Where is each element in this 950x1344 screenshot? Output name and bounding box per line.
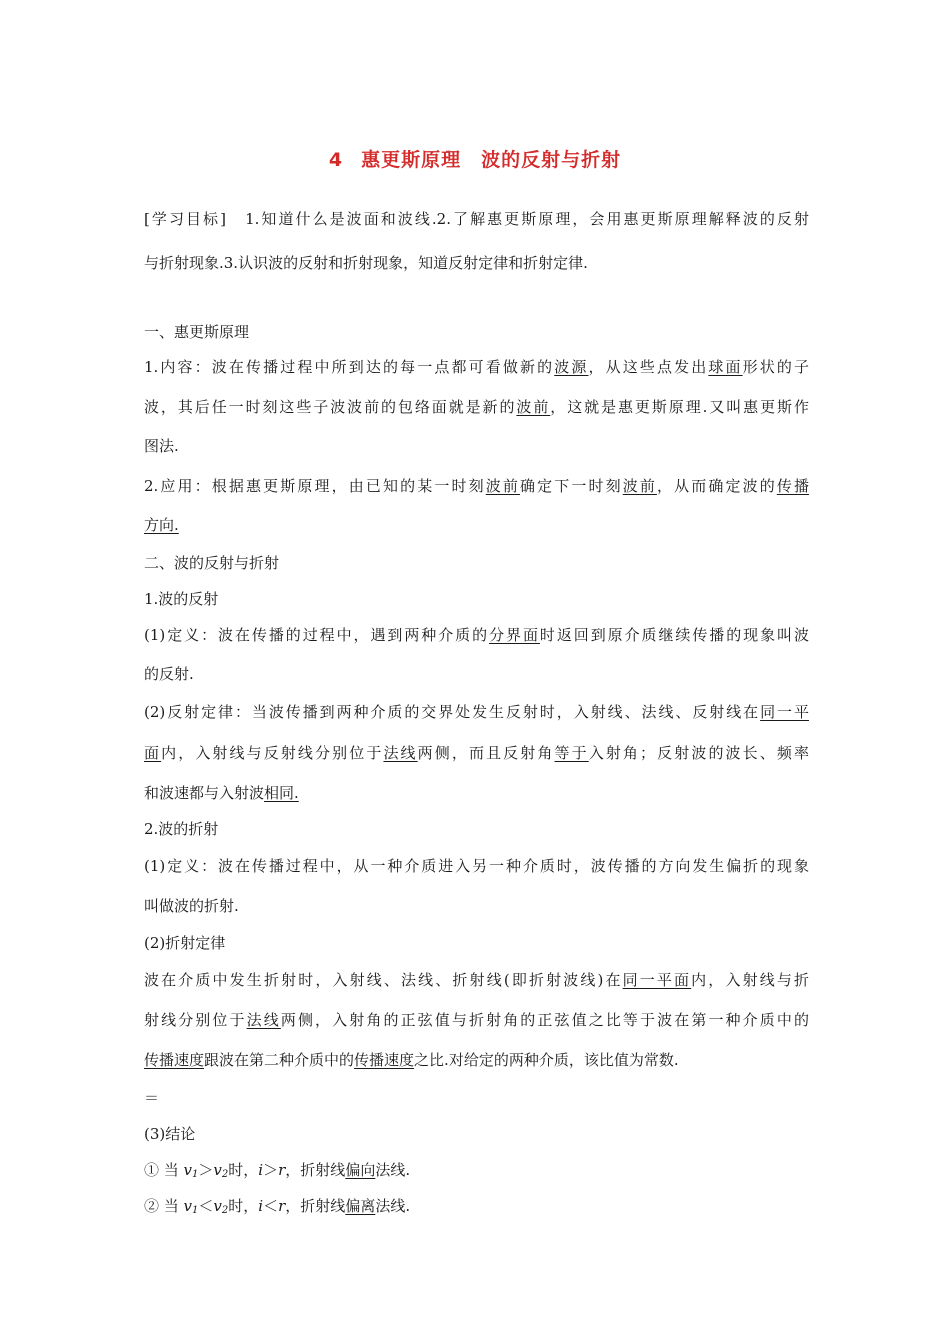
section1-heading: 一、惠更斯原理 <box>144 323 250 341</box>
content-line: 1.内容：波在传播过程中所到达的每一点都可看做新的波源，从这些点发出球面形状的子 <box>144 358 809 376</box>
content-line: 2.应用：根据惠更斯原理，由已知的某一时刻波前确定下一时刻波前，从而确定波的传播 <box>144 477 809 495</box>
blank-answer: 偏离 <box>345 1197 376 1215</box>
content-line: 叫做波的折射. <box>144 897 239 915</box>
blank-answer: 方向. <box>144 516 179 534</box>
content-line: (1)定义：波在传播的过程中，遇到两种介质的分界面时返回到原介质继续传播的现象叫波 <box>144 626 809 644</box>
blank-answer: 球面 <box>708 358 743 376</box>
blank-answer: 分界面 <box>489 626 540 644</box>
blank-answer: 法线 <box>383 744 418 762</box>
blank-answer: 同一平面 <box>622 971 692 989</box>
content-line: 图法. <box>144 437 179 455</box>
blank-answer: 法线 <box>246 1011 281 1029</box>
content-line: 传播速度跟波在第二种介质中的传播速度之比.对给定的两种介质，该比值为常数. <box>144 1051 679 1069</box>
content-line: 波，其后任一时刻这些子波波前的包络面就是新的波前，这就是惠更斯原理.又叫惠更斯作 <box>144 398 809 416</box>
blank-answer: 传播速度 <box>144 1051 205 1069</box>
blank-answer: 传播 <box>776 477 809 495</box>
objectives-line-1: [学习目标] 1.知道什么是波面和波线.2.了解惠更斯原理，会用惠更斯原理解释波的反射 <box>144 210 809 228</box>
content-line: 和波速都与入射波相同. <box>144 784 299 802</box>
equals-sign: ＝ <box>144 1089 160 1107</box>
content-line: 的反射. <box>144 665 194 683</box>
page-title <box>0 145 950 172</box>
subsection-heading: 2.波的折射 <box>144 820 219 838</box>
blank-answer: 传播速度 <box>354 1051 415 1069</box>
title-text: 惠更斯原理 波的反射与折射 <box>361 149 622 171</box>
conclusion-item-2: ② 当 $v_1<v_2$时，i＜r，折射线偏离法线. <box>144 1197 411 1216</box>
content-line: 波在介质中发生折射时，入射线、法线、折射线(即折射波线)在同一平面内，入射线与折 <box>144 971 809 989</box>
blank-answer: 相同. <box>264 784 299 802</box>
subsection-heading: (2)折射定律 <box>144 934 226 952</box>
blank-answer: 同一平 <box>760 703 809 721</box>
blank-answer: 波前 <box>485 477 520 495</box>
subsection-heading: 1.波的反射 <box>144 590 219 608</box>
content-line: 面内，入射线与反射线分别位于法线两侧，而且反射角等于入射角；反射波的波长、频率 <box>144 744 809 762</box>
content-line: (1)定义：波在传播过程中，从一种介质进入另一种介质时，波传播的方向发生偏折的现象 <box>144 857 809 875</box>
objectives-line-2: 与折射现象.3.认识波的反射和折射现象，知道反射定律和折射定律. <box>144 254 588 272</box>
blank-answer: 偏向 <box>345 1161 376 1179</box>
section2-heading: 二、波的反射与折射 <box>144 554 280 572</box>
blank-answer: 等于 <box>554 744 589 762</box>
content-line: (2)反射定律：当波传播到两种介质的交界处发生反射时，入射线、法线、反射线在同一平 <box>144 703 809 721</box>
blank-answer: 波源 <box>554 358 589 376</box>
blank-answer: 波前 <box>516 398 551 416</box>
objectives-label: [学习目标] <box>144 210 226 228</box>
subsection-heading: (3)结论 <box>144 1125 196 1143</box>
blank-answer: 面 <box>144 744 162 762</box>
conclusion-item-1: ① 当 $v_1>v_2$时，i＞r，折射线偏向法线. <box>144 1161 411 1180</box>
blank-answer: 波前 <box>622 477 657 495</box>
content-line: 射线分别位于法线两侧，入射角的正弦值与折射角的正弦值之比等于波在第一种介质中的 <box>144 1011 809 1029</box>
title-number: 4 <box>328 149 344 171</box>
content-line <box>144 515 809 535</box>
